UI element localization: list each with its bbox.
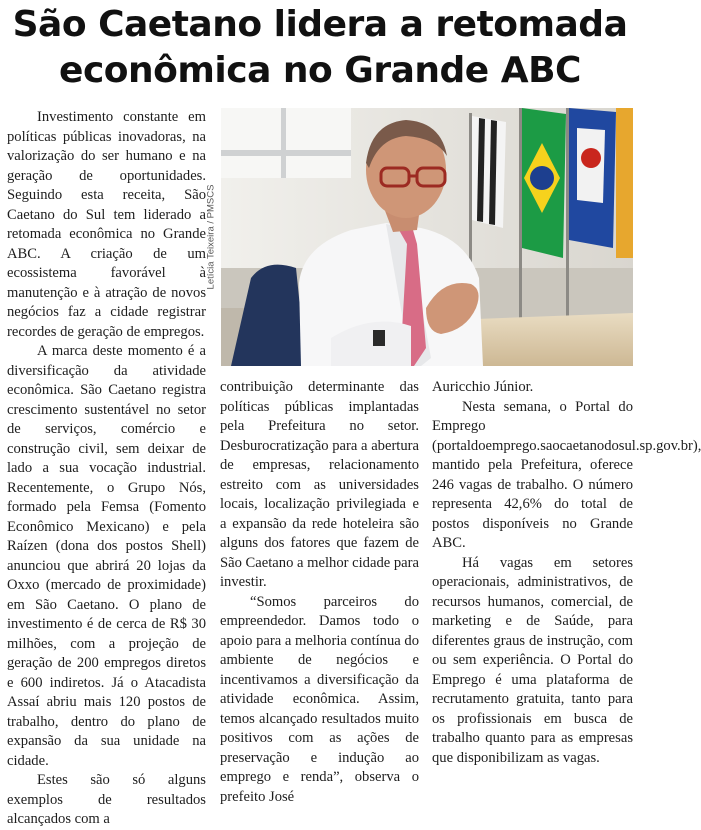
article-photo [221, 108, 633, 366]
article-paragraph: contribuição determinante das políticas públicas implantadas pela Prefeitura no setor. Desburocratização para a abertura de empresas, relacionamento estreito com as universidades locais, localização privilegiada e a expansão da rede hoteleira são alguns dos fatores que fazem de São Caetano a melhor cidade para investir. [220, 379, 419, 590]
article-column-3 [432, 378, 701, 766]
article-paragraph: A marca deste momento é a diversificação da atividade econômica. São Caetano registra crescimento sustentável no setor de serviços, comércio e construção civil, sem deixar de lado a sua vocação industrial. Recentemente, o Grupo Nós, formado pela Femsa (Fomento Econômico Mexicano) e pela Raízen (dona dos postos Shell) anunciou que abrirá 20 lojas da Oxxo (mercado de proximidade) em São Caetano. O plano de investimento é de cerca de R$ 30 milhões, com a projeção de geração de 200 empregos diretos e 600 indiretos. Já o Atacadista Assaí abriu mais 120 postos de trabalho, dentro do plano de expansão da sua unidade na cidade. [7, 343, 206, 769]
article-paragraph: “Somos parceiros do empreendedor. Damos todo o apoio para a melhoria contínua do ambiente de negócios e incentivamos a diversificação da atividade econômica. Assim, temos alcançado resultados muito positivos com as ações de preservação e indução ao emprego e renda”, observa o prefeito José [220, 593, 419, 805]
headline-line-1: São Caetano lidera a retomada [12, 4, 628, 45]
article-column-1 [7, 108, 206, 827]
photo-credit [203, 108, 219, 366]
article-paragraph: Nesta semana, o Portal do Emprego (portaldoemprego.saocaetanodosul.sp.gov.br), mantido pela Prefeitura, oferece 246 vagas de trabalho. O número representa 42,6% do total de postos disponíveis no Grande ABC. [432, 398, 701, 551]
article-paragraph: Há vagas em setores operacionais, administrativos, de recursos humanos, comercial, de marketing e de Saúde, para diferentes graus de instrução, com ou sem experiência. O Portal do Emprego é uma plataforma de recrutamento gratuita, tanto para os profissionais em busca de trabalho quanto para as empresas que disponibilizam as vagas. [432, 554, 633, 766]
mayor-portrait-image [221, 108, 633, 366]
headline [0, 2, 640, 94]
article-paragraph: Auricchio Júnior. [432, 379, 534, 395]
photo-credit-text: Letícia Teixeira / PMSCS [205, 184, 217, 290]
article-column-2 [220, 378, 419, 805]
article-paragraph: Estes são só alguns exemplos de resultados alcançados com a [7, 772, 206, 827]
article-paragraph: Investimento constante em políticas públicas inovadoras, na valorização do ser humano e na geração de oportunidades. Seguindo esta receita, São Caetano do Sul tem liderado a retomada econômica no Grande ABC. A criação de um ecossistema favorável à manutenção e à atração de novos negócios faz a cidade registrar recordes de geração de empregos. [7, 109, 206, 340]
headline-line-2: econômica no Grande ABC [59, 50, 581, 91]
